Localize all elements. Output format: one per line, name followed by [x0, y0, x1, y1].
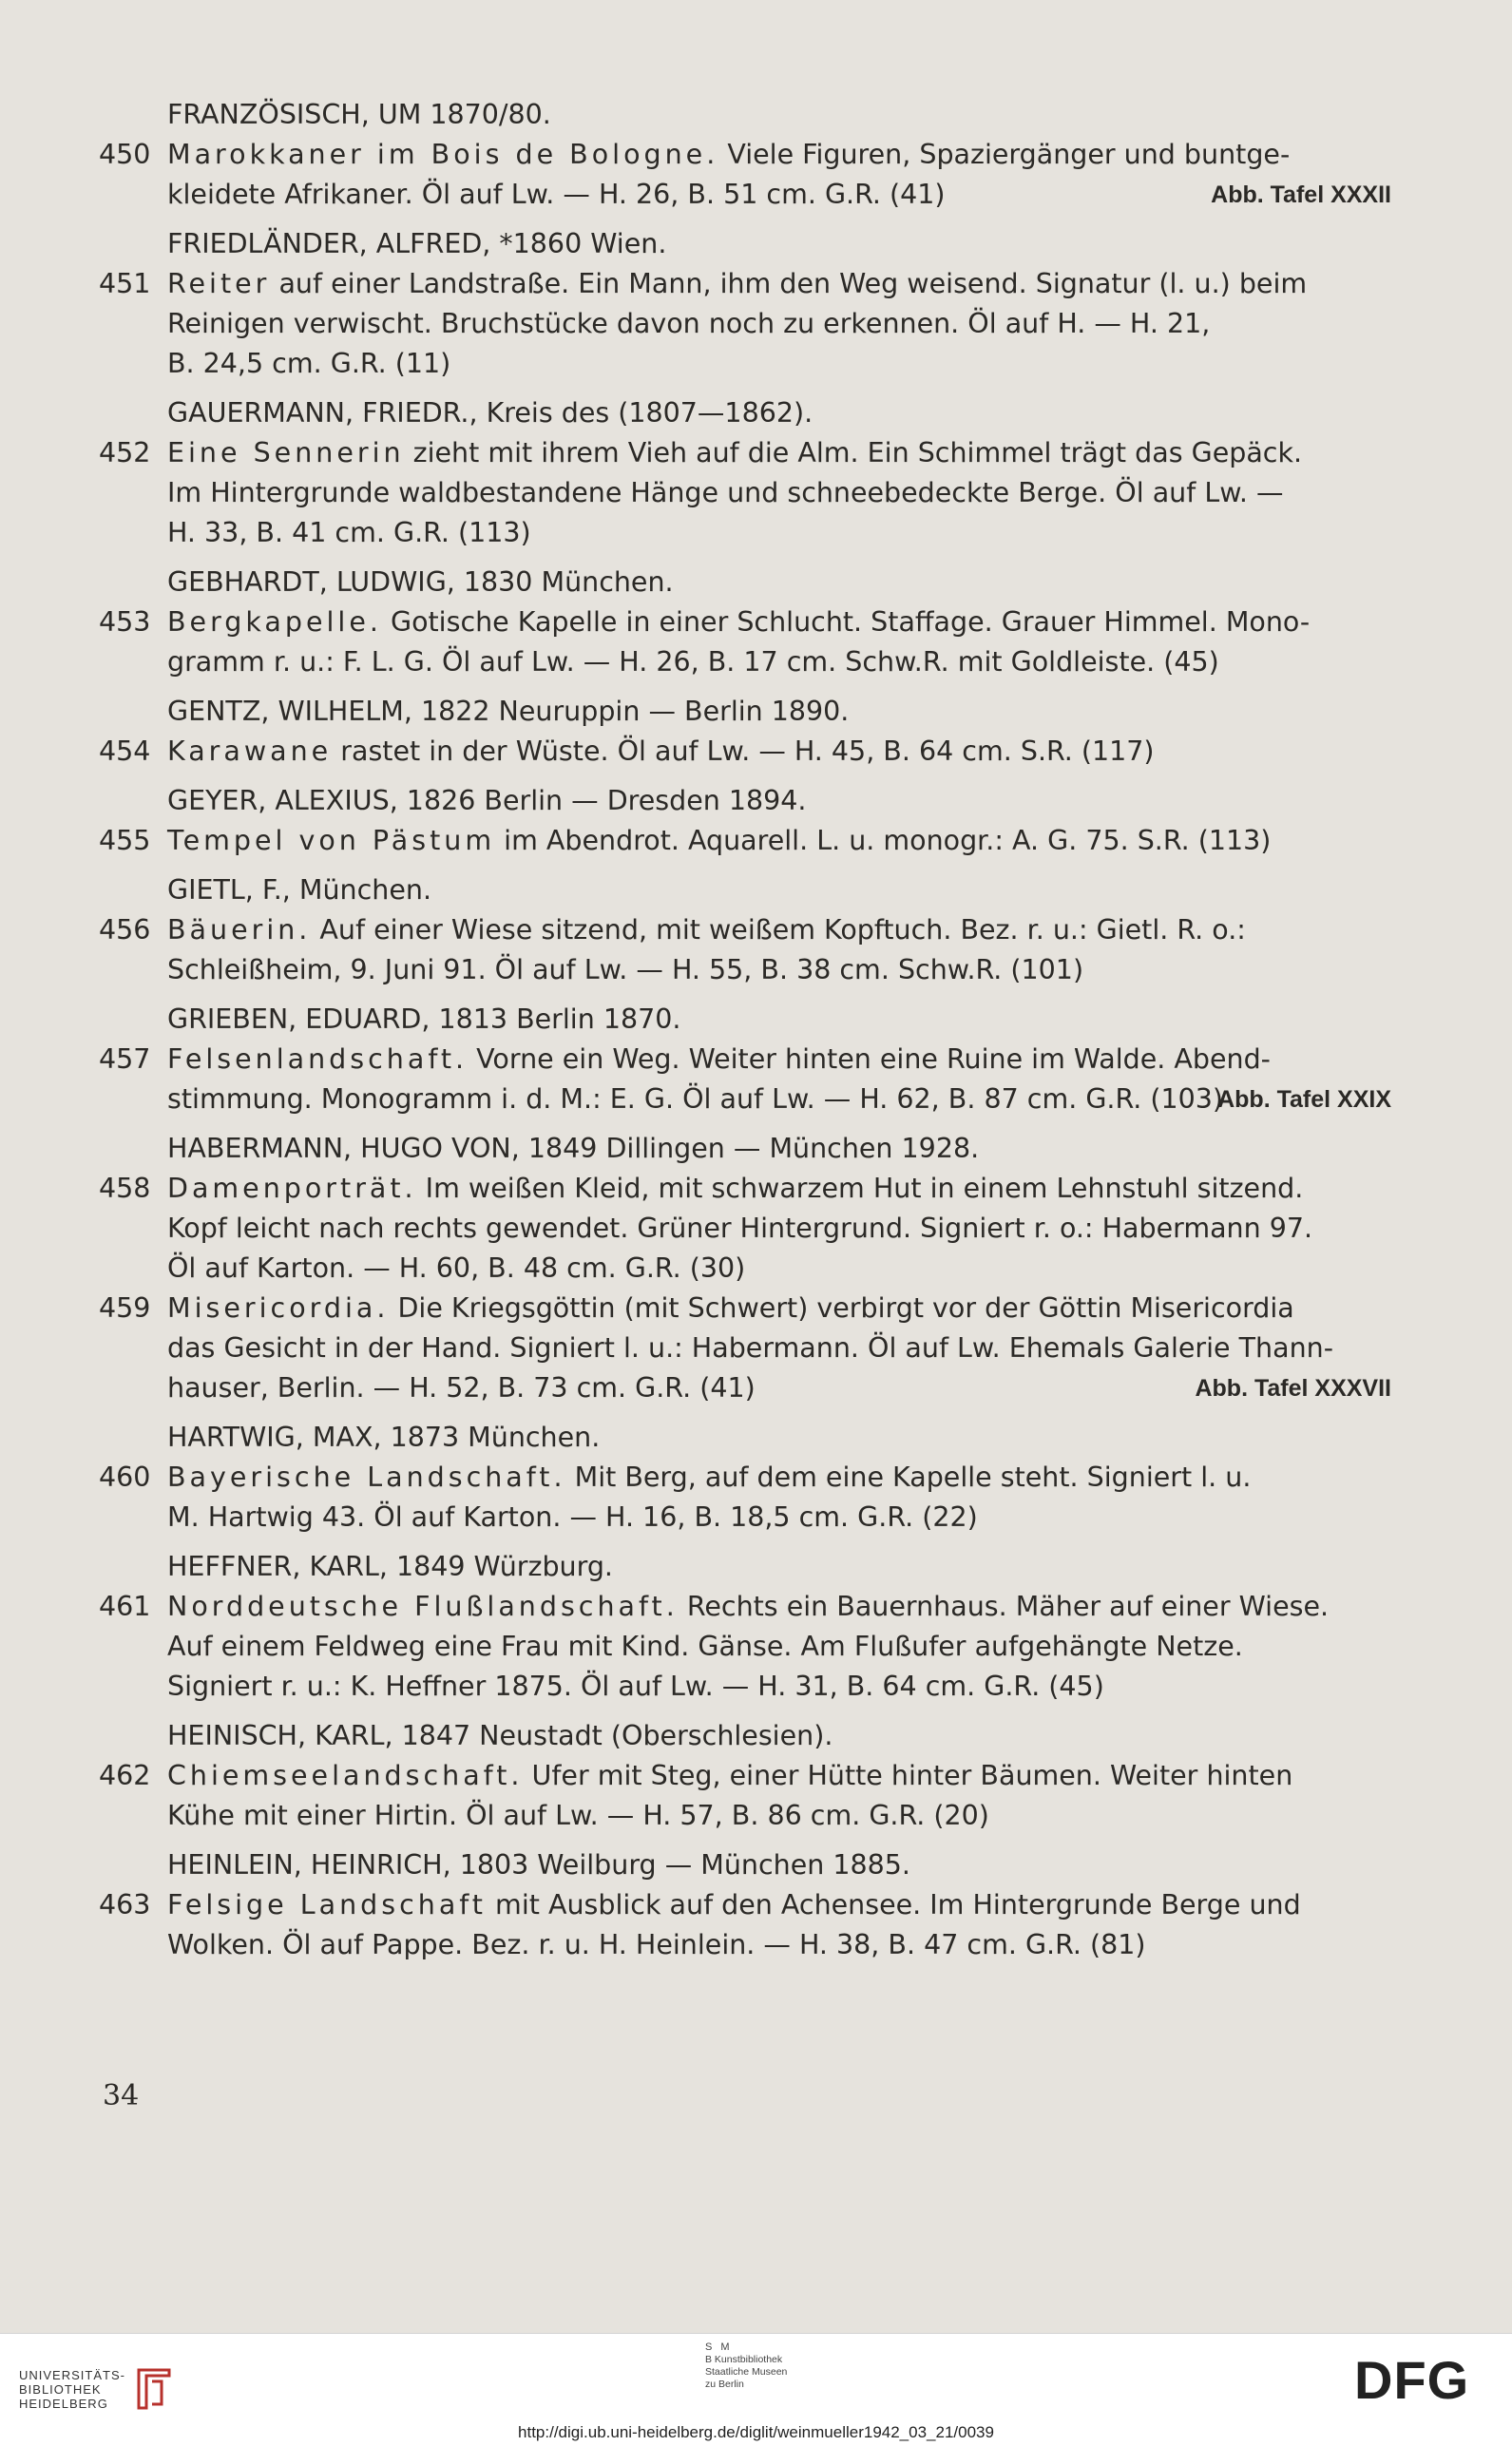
artist-heading: GRIEBEN, EDUARD, 1813 Berlin 1870. — [167, 1003, 681, 1035]
entry-text: Kühe mit einer Hirtin. Öl auf Lw. — H. 57, B. 86 cm. G.R. (20) — [167, 1800, 989, 1831]
entry-line — [167, 1289, 1391, 1328]
entry-title: Felsige Landschaft — [167, 1889, 487, 1920]
entry-line — [167, 1587, 1391, 1627]
artist-heading: FRIEDLÄNDER, ALFRED, *1860 Wien. — [167, 228, 667, 259]
entry-text: Ufer mit Steg, einer Hütte hinter Bäumen. Weiter hinten — [523, 1760, 1293, 1791]
entry-number: 457 — [99, 1043, 151, 1075]
dfg-logo[interactable]: DFG — [1354, 2350, 1470, 2410]
entry-text: B. 24,5 cm. G.R. (11) — [167, 348, 451, 379]
entry-line — [167, 910, 1391, 950]
entry-text: Im Hintergrunde waldbestandene Hänge und schneebedeckte Berge. Öl auf Lw. — — [167, 477, 1284, 508]
artist-heading: HEINISCH, KARL, 1847 Neustadt (Oberschlesien). — [167, 1720, 833, 1751]
entry-text: im Abendrot. Aquarell. L. u. monogr.: A. G. 75. S.R. (113) — [495, 825, 1272, 856]
catalog-entry — [99, 433, 1391, 553]
entry-line — [167, 1796, 1391, 1836]
university-library-logo[interactable] — [19, 2366, 175, 2412]
entry-line — [167, 1209, 1391, 1249]
entry-title: Felsenlandschaft. — [167, 1043, 469, 1075]
entry-text: gramm r. u.: F. L. G. Öl auf Lw. — H. 26, B. 17 cm. Schw.R. mit Goldleiste. (45) — [167, 646, 1219, 678]
entry-line — [167, 433, 1391, 473]
plate-reference: Abb. Tafel XXIX — [1217, 1086, 1391, 1113]
entry-line — [167, 1667, 1391, 1707]
catalog-entry — [99, 264, 1391, 384]
plate-reference: Abb. Tafel XXXVII — [1195, 1375, 1391, 1402]
entry-text: Vorne ein Weg. Weiter hinten eine Ruine im Walde. Abend- — [468, 1043, 1271, 1075]
artist-heading: FRANZÖSISCH, UM 1870/80. — [167, 99, 551, 130]
entry-line — [167, 950, 1391, 990]
entry-line — [167, 1368, 1391, 1408]
artist-heading: HABERMANN, HUGO VON, 1849 Dillingen — München 1928. — [167, 1133, 980, 1164]
artist-heading: HARTWIG, MAX, 1873 München. — [167, 1422, 601, 1453]
artist-heading: HEINLEIN, HEINRICH, 1803 Weilburg — München 1885. — [167, 1849, 910, 1881]
plate-reference: Abb. Tafel XXXII — [1211, 182, 1391, 208]
entry-line — [167, 602, 1391, 642]
entry-text: mit Ausblick auf den Achensee. Im Hintergrunde Berge und — [487, 1889, 1301, 1920]
catalog-entry — [99, 1289, 1391, 1408]
entry-line — [167, 1080, 1391, 1119]
entry-text: H. 33, B. 41 cm. G.R. (113) — [167, 517, 531, 548]
entry-line — [167, 264, 1391, 304]
entry-text: Viele Figuren, Spaziergänger und buntge- — [718, 139, 1291, 170]
entry-number: 460 — [99, 1462, 151, 1493]
catalog-entry — [99, 1458, 1391, 1538]
entry-line — [167, 473, 1391, 513]
entry-text: Kopf leicht nach rechts gewendet. Grüner Hintergrund. Signiert r. o.: Habermann 97. — [167, 1213, 1313, 1244]
catalog-entry — [99, 1040, 1391, 1119]
artist-heading: GEBHARDT, LUDWIG, 1830 München. — [167, 566, 674, 598]
entry-line — [167, 642, 1391, 682]
entry-number: 462 — [99, 1760, 151, 1791]
entry-text: hauser, Berlin. — H. 52, B. 73 cm. G.R. (41) — [167, 1372, 756, 1404]
artist-heading: GEYER, ALEXIUS, 1826 Berlin — Dresden 1894. — [167, 785, 807, 816]
catalog-entry — [99, 1885, 1391, 1965]
entry-title: Reiter — [167, 268, 271, 299]
entry-text: Wolken. Öl auf Pappe. Bez. r. u. H. Heinlein. — H. 38, B. 47 cm. G.R. (81) — [167, 1929, 1146, 1960]
entry-text: Öl auf Karton. — H. 60, B. 48 cm. G.R. (30) — [167, 1252, 746, 1284]
entry-number: 452 — [99, 437, 151, 468]
entry-title: Damenporträt. — [167, 1173, 417, 1204]
catalog-entry — [99, 1169, 1391, 1289]
entry-text: Im weißen Kleid, mit schwarzem Hut in einem Lehnstuhl sitzend. — [416, 1173, 1304, 1204]
catalog-entry — [99, 1756, 1391, 1836]
artist-heading: GENTZ, WILHELM, 1822 Neuruppin — Berlin 1890. — [167, 696, 850, 727]
entry-text: Die Kriegsgöttin (mit Schwert) verbirgt vor der Göttin Misericordia — [389, 1292, 1294, 1324]
entry-number: 456 — [99, 914, 151, 946]
entry-text: auf einer Landstraße. Ein Mann, ihm den Weg weisend. Signatur (l. u.) beim — [270, 268, 1308, 299]
entry-text: Mit Berg, auf dem eine Kapelle steht. Signiert l. u. — [565, 1462, 1252, 1493]
entry-line — [167, 1756, 1391, 1796]
entry-number: 451 — [99, 268, 151, 299]
catalog-content — [99, 95, 1391, 1965]
artist-heading: GIETL, F., München. — [167, 874, 432, 906]
entry-text: Reinigen verwischt. Bruchstücke davon noch zu erkennen. Öl auf H. — H. 21, — [167, 308, 1211, 339]
entry-line — [167, 1249, 1391, 1289]
page-number: 34 — [103, 2079, 140, 2112]
entry-line — [167, 1925, 1391, 1965]
university-library-name: UNIVERSITÄTS- BIBLIOTHEK HEIDELBERG — [19, 2367, 125, 2411]
entry-line — [167, 135, 1391, 175]
entry-title: Chiemseelandschaft. — [167, 1760, 524, 1791]
entry-line — [167, 1040, 1391, 1080]
entry-line — [167, 1498, 1391, 1538]
entry-text: Gotische Kapelle in einer Schlucht. Staffage. Grauer Himmel. Mono- — [381, 606, 1311, 638]
entry-line — [167, 1169, 1391, 1209]
entry-title: Misericordia. — [167, 1292, 390, 1324]
entry-line — [167, 175, 1391, 215]
entry-number: 463 — [99, 1889, 151, 1920]
catalog-entry — [99, 910, 1391, 990]
entry-line — [167, 1458, 1391, 1498]
entry-text: rastet in der Wüste. Öl auf Lw. — H. 45, B. 64 cm. S.R. (117) — [332, 736, 1155, 767]
entry-text: das Gesicht in der Hand. Signiert l. u.: Habermann. Öl auf Lw. Ehemals Galerie Thann- — [167, 1332, 1333, 1364]
entry-line — [167, 732, 1391, 772]
entry-text: M. Hartwig 43. Öl auf Karton. — H. 16, B. 18,5 cm. G.R. (22) — [167, 1501, 978, 1533]
entry-number: 453 — [99, 606, 151, 638]
entry-number: 450 — [99, 139, 151, 170]
catalog-entry — [99, 602, 1391, 682]
permalink-url[interactable]: http://digi.ub.uni-heidelberg.de/diglit/weinmueller1942_03_21/0039 — [518, 2423, 994, 2441]
entry-number: 458 — [99, 1173, 151, 1204]
entry-text: Rechts ein Bauernhaus. Mäher auf einer Wiese. — [678, 1591, 1330, 1622]
entry-line — [167, 344, 1391, 384]
entry-text: stimmung. Monogramm i. d. M.: E. G. Öl auf Lw. — H. 62, B. 87 cm. G.R. (103) — [167, 1083, 1224, 1115]
entry-text: kleidete Afrikaner. Öl auf Lw. — H. 26, B. 51 cm. G.R. (41) — [167, 179, 946, 210]
entry-title: Bayerische Landschaft. — [167, 1462, 566, 1493]
catalog-entry — [99, 1587, 1391, 1707]
entry-text: Auf einem Feldweg eine Frau mit Kind. Gänse. Am Flußufer aufgehängte Netze. — [167, 1631, 1243, 1662]
entry-title: Marokkaner im Bois de Bologne. — [167, 139, 719, 170]
catalog-entry — [99, 821, 1391, 861]
entry-title: Tempel von Pästum — [167, 825, 496, 856]
entry-text: zieht mit ihrem Vieh auf die Alm. Ein Schimmel trägt das Gepäck. — [404, 437, 1303, 468]
entry-title: Bergkapelle. — [167, 606, 382, 638]
catalog-entry — [99, 732, 1391, 772]
entry-line — [167, 1627, 1391, 1667]
museum-logo[interactable]: S M B Kunstbibliothek Staatliche Museen zu Berlin — [705, 2341, 788, 2390]
entry-line — [167, 513, 1391, 553]
entry-title: Norddeutsche Flußlandschaft. — [167, 1591, 679, 1622]
artist-heading: GAUERMANN, FRIEDR., Kreis des (1807—1862). — [167, 397, 813, 429]
entry-title: Eine Sennerin — [167, 437, 405, 468]
entry-number: 459 — [99, 1292, 151, 1324]
entry-text: Signiert r. u.: K. Heffner 1875. Öl auf Lw. — H. 31, B. 64 cm. G.R. (45) — [167, 1671, 1104, 1702]
artist-heading: HEFFNER, KARL, 1849 Würzburg. — [167, 1551, 613, 1582]
university-library-emblem-icon — [133, 2366, 175, 2412]
entry-number: 461 — [99, 1591, 151, 1622]
entry-number: 454 — [99, 736, 151, 767]
entry-line — [167, 821, 1391, 861]
entry-number: 455 — [99, 825, 151, 856]
entry-title: Bäuerin. — [167, 914, 312, 946]
entry-text: Schleißheim, 9. Juni 91. Öl auf Lw. — H. 55, B. 38 cm. Schw.R. (101) — [167, 954, 1084, 985]
entry-line — [167, 1328, 1391, 1368]
entry-line — [167, 1885, 1391, 1925]
entry-title: Karawane — [167, 736, 333, 767]
catalog-entry — [99, 135, 1391, 215]
entry-text: Auf einer Wiese sitzend, mit weißem Kopftuch. Bez. r. u.: Gietl. R. o.: — [311, 914, 1246, 946]
entry-line — [167, 304, 1391, 344]
